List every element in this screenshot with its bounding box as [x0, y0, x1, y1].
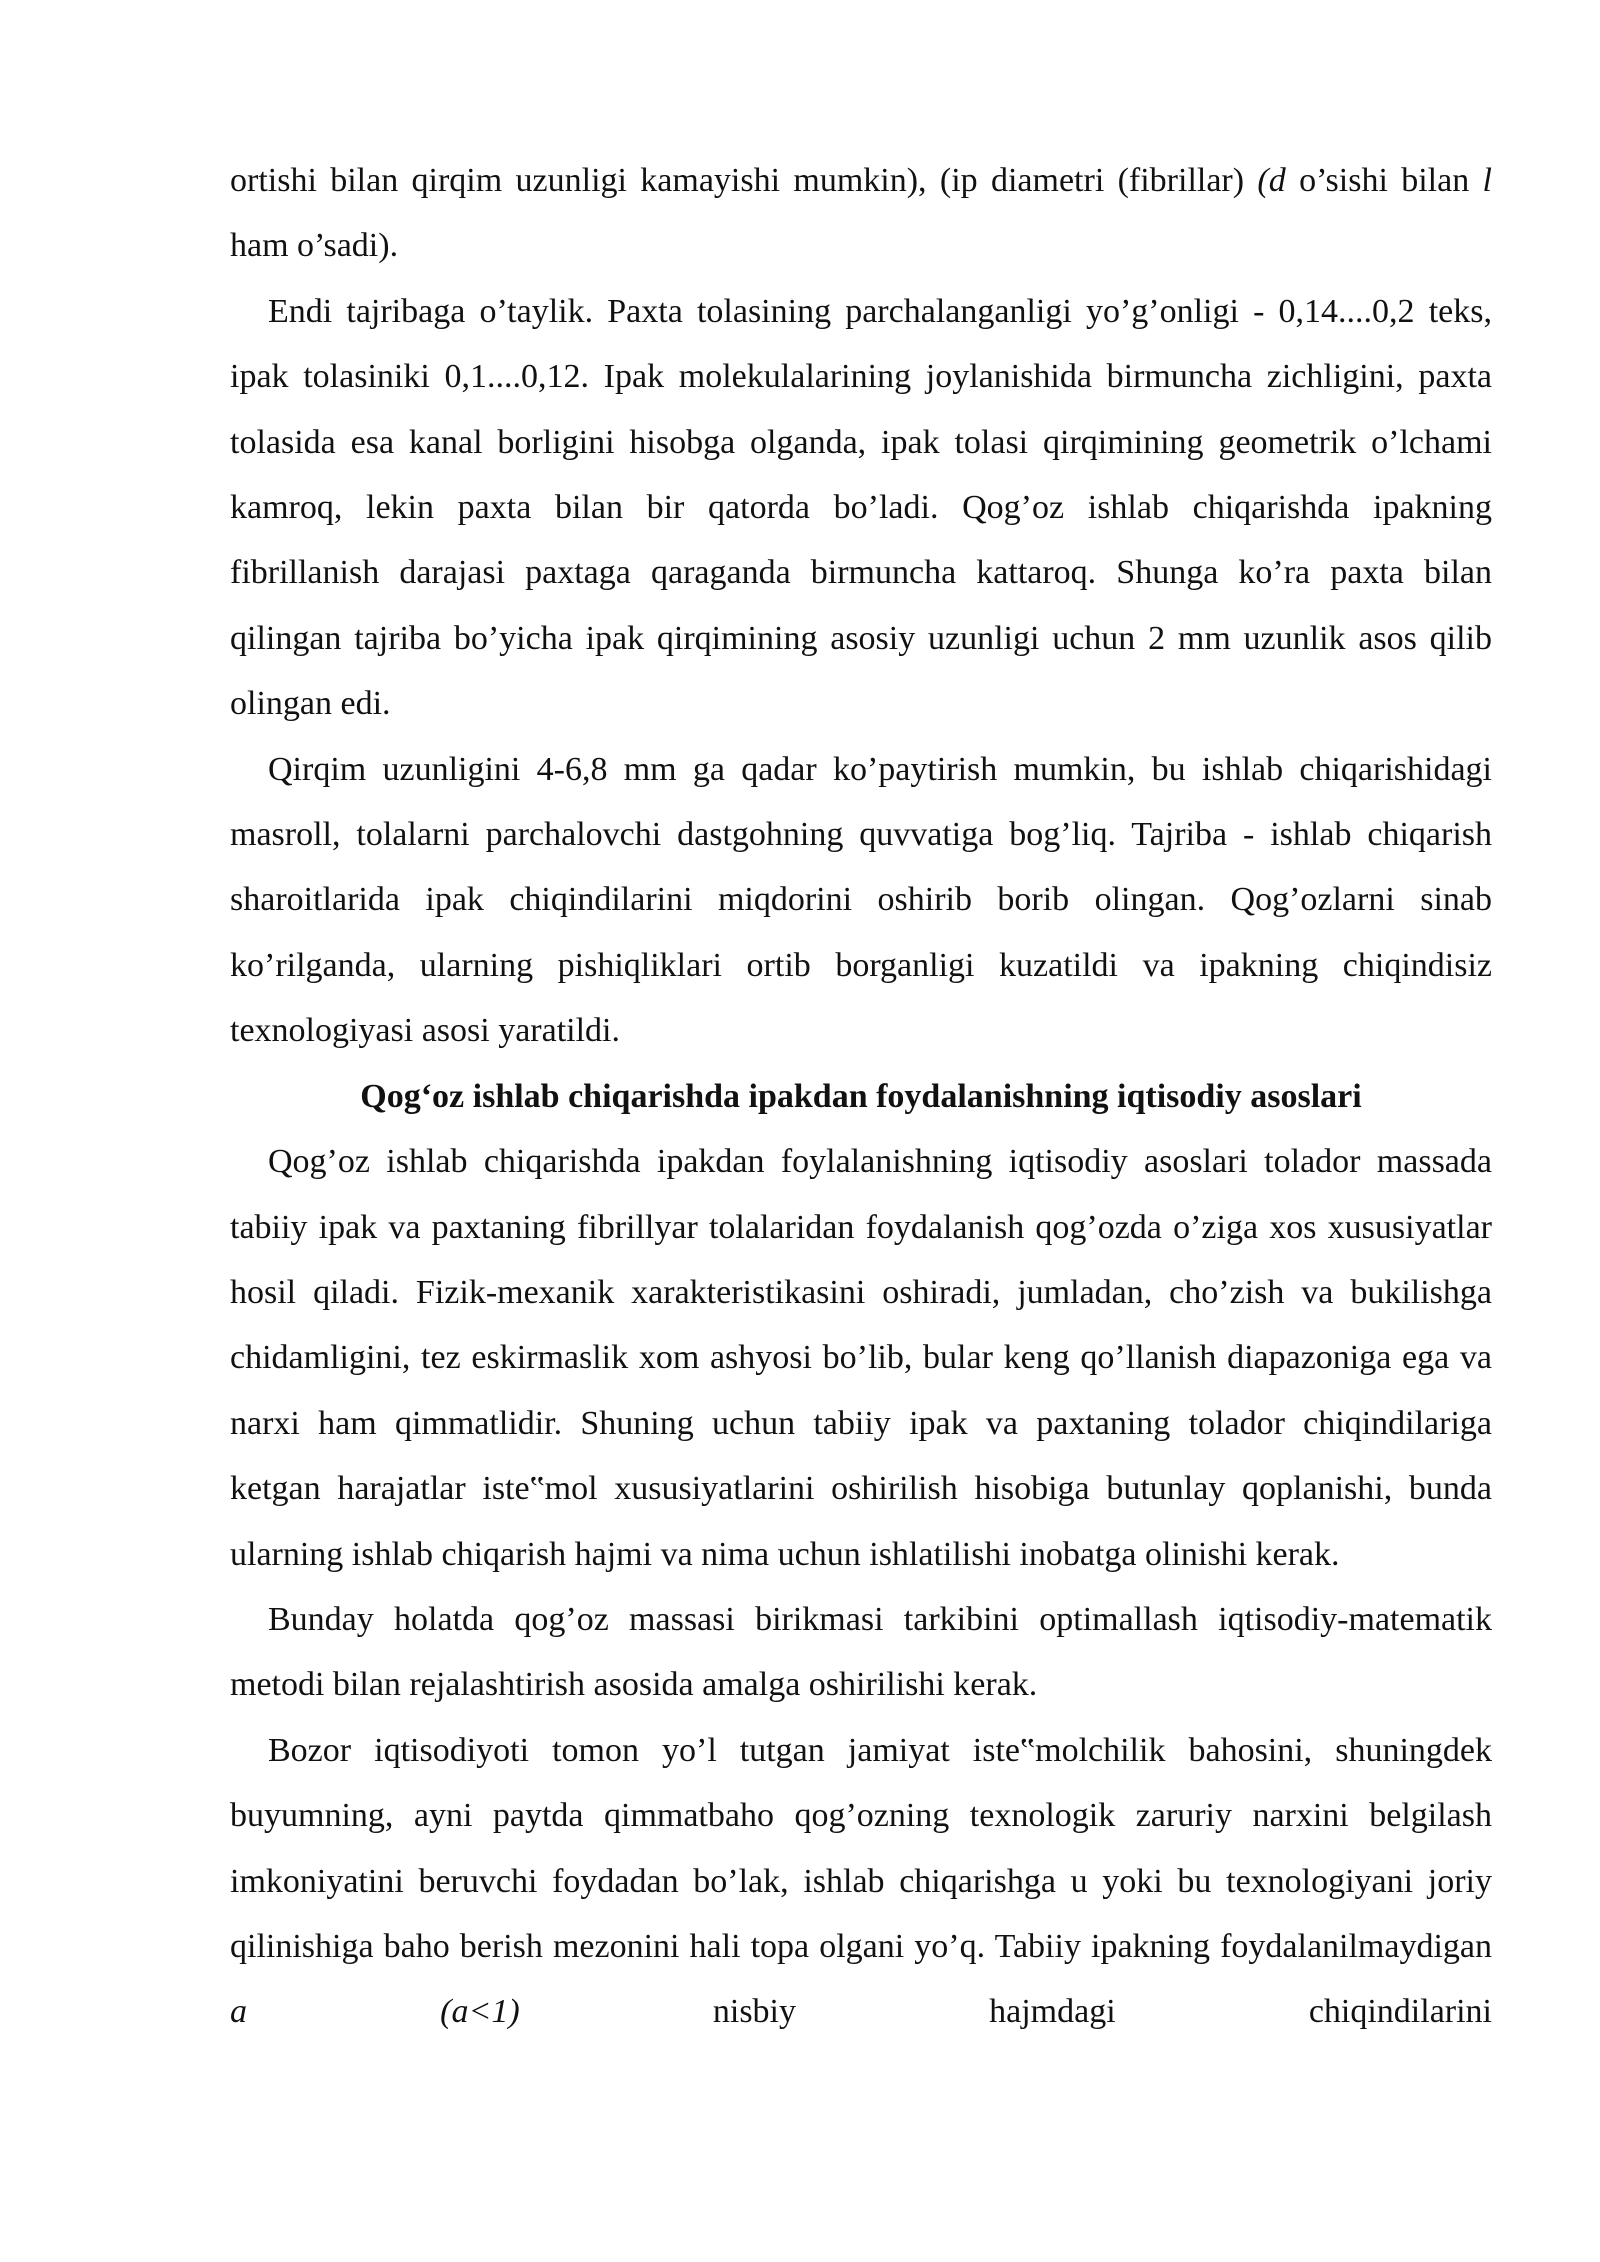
paragraph-4: Qog’oz ishlab chiqarishda ipakdan foylalanishning iqtisodiy asoslari tolador massada tabiiy ipak va paxtaning fibrillyar tolalaridan foydalanish qog’ozda o’ziga xos xususiyatlar hosil qiladi. Fizik-mexanik xarakteristikasini oshiradi, jumladan, cho’zish va bukilishga chidamligini, tez eskirmaslik xom ashyosi bo’lib, bular keng qo’llanish diapazoniga ega va narxi ham qimmatlidir. Shuning uchun tabiiy ipak va paxtaning tolador chiqindilariga ketgan harajatlar iste‟mol xususiyatlarini oshirilish hisobiga butunlay qoplanishi, bunda ularning ishlab chiqarish hajmi va nima uchun ishlatilishi inobatga olinishi kerak. — [230, 1143, 1492, 1573]
paragraph-1-text-e: ham o’sadi). — [230, 227, 399, 265]
paragraph-5: Bunday holatda qog’oz massasi birikmasi tarkibini optimallash iqtisodiy-matematik metodi bilan rejalashtirish asosida amalga oshirilishi kerak. — [230, 1600, 1492, 1704]
section-heading: Qog‘oz ishlab chiqarishda ipakdan foydalanishning iqtisodiy asoslari — [360, 1077, 1362, 1115]
paragraph-6-text-a: Bozor iqtisodiyoti tomon yo’l tutgan jamiyat iste‟molchilik bahosini, shuningdek buyumning, ayni paytda qimmatbaho qog’ozning texnologik zaruriy narxini belgilash imkoniyatini beruvchi foydadan bo’lak, ishlab chiqarishga u yoki bu texnologiyani joriy qilinishiga baho berish mezonini hali topa olgani yo’q. Tabiiy ipakning foydalanilmaydigan — [230, 1731, 1492, 1965]
paragraph-1 — [230, 148, 1492, 279]
paragraph-6-text-c: nisbiy hajmdagi chiqindilarini — [519, 1993, 1492, 2031]
paragraph-1-italic-l: l — [1482, 162, 1492, 199]
paragraph-1-text-a: ortishi bilan qirqim uzunligi kamayishi mumkin), (ip diametri (fibrillar) — [230, 162, 1258, 199]
paragraph-1-text-c: o’sishi bilan — [1285, 162, 1483, 199]
paragraph-6-italic-a: a (a<1) — [230, 1993, 520, 2031]
paragraph-1-italic-d: (d — [1257, 162, 1286, 199]
paragraph-2: Endi tajribaga o’taylik. Paxta tolasining parchalanganligi yo’g’onligi - 0,14....0,2 teks, ipak tolasiniki 0,1....0,12. Ipak molekulalarining joylanishida birmuncha zichligini, paxta tolasida esa kanal borligini hisobga olganda, ipak tolasi qirqimining geometrik o’lchami kamroq, lekin paxta bilan bir qatorda bo’ladi. Qog’oz ishlab chiqarishda ipakning fibrillanish darajasi paxtaga qaraganda birmuncha kattaroq. Shunga ko’ra paxta bilan qilingan tajriba bo’yicha ipak qirqimining asosiy uzunligi uchun 2 mm uzunlik asos qilib olingan edi. — [230, 292, 1492, 723]
document-page — [230, 148, 1492, 2045]
paragraph-6 — [230, 1718, 1492, 2045]
paragraph-3: Qirqim uzunligini 4-6,8 mm ga qadar ko’paytirish mumkin, bu ishlab chiqarishidagi masroll, tolalarni parchalovchi dastgohning quvvatiga bog’liq. Tajriba - ishlab chiqarish sharoitlarida ipak chiqindilarini miqdorini oshirib borib olingan. Qog’ozlarni sinab ko’rilganda, ularning pishiqliklari ortib borganligi kuzatildi va ipakning chiqindisiz texnologiyasi asosi yaratildi. — [230, 750, 1492, 1050]
